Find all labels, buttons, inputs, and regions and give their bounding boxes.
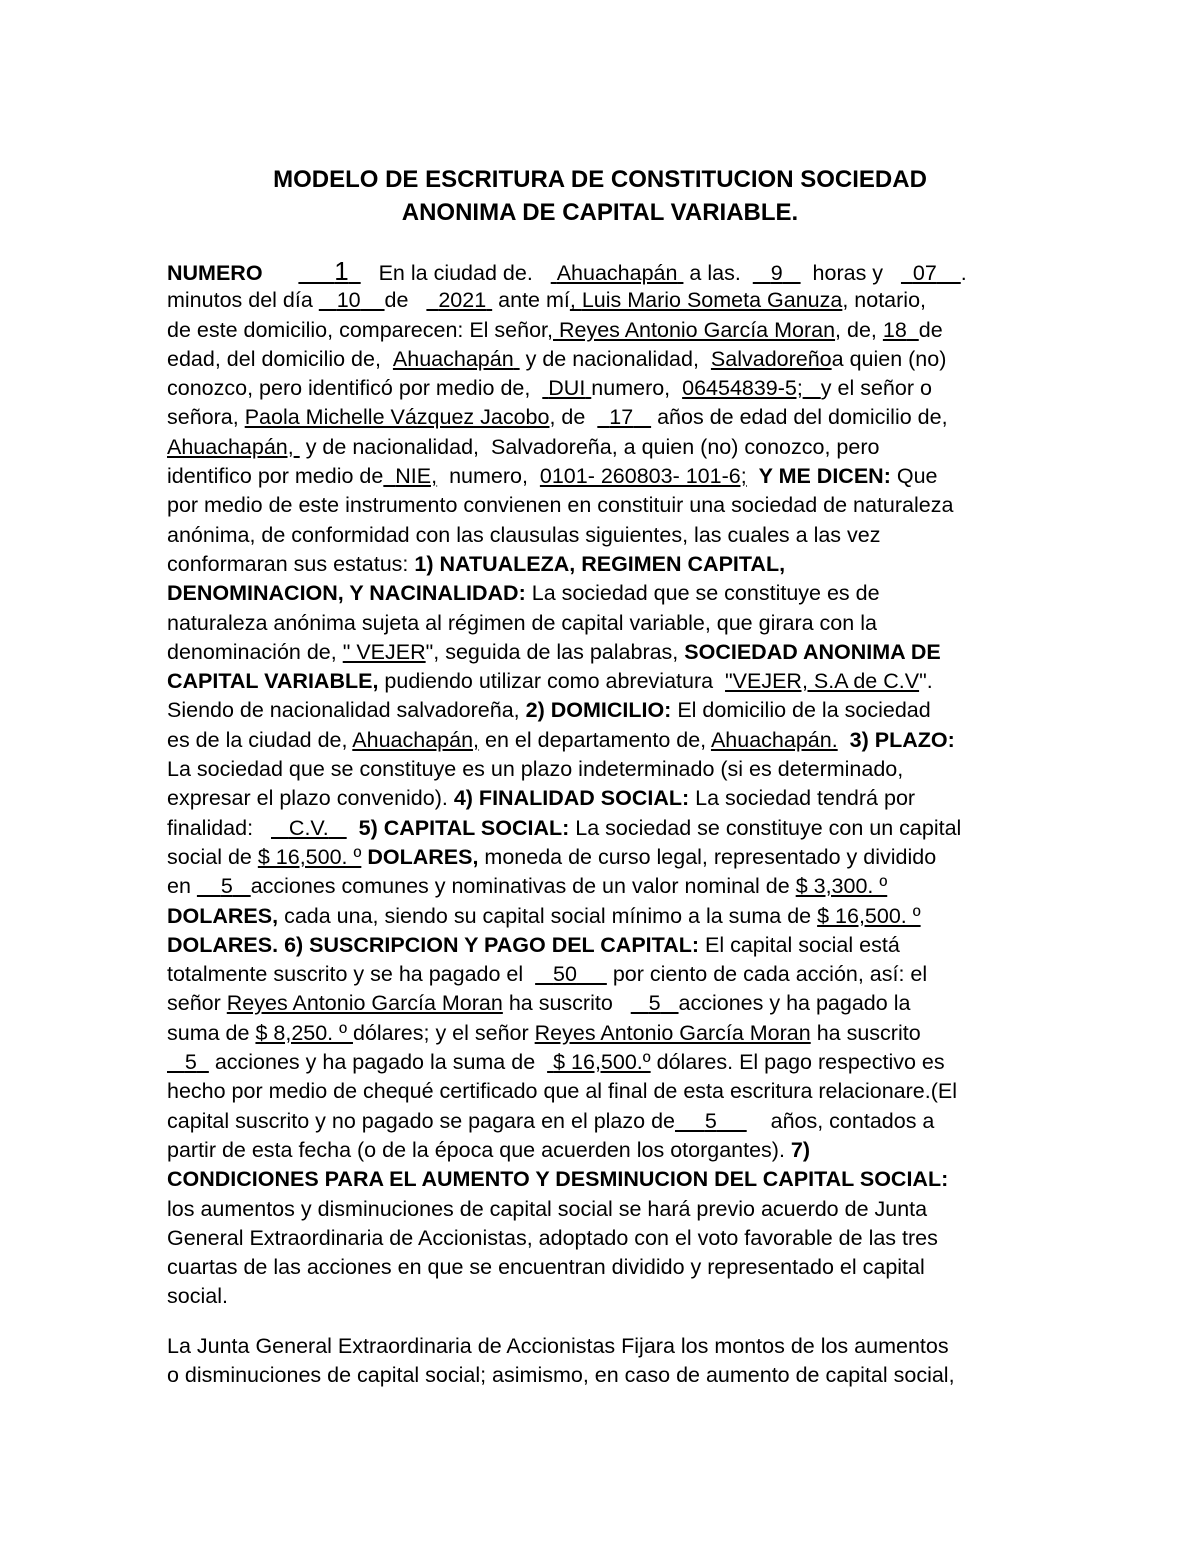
- field-anio: 2021: [438, 288, 487, 313]
- text-line: cuartas de las acciones en que se encuentran dividido y representado el capital: [167, 1255, 925, 1280]
- field-nacionalidad2: Salvadoreña: [490, 434, 612, 459]
- field-capital-social: $ 16,500. º: [257, 844, 362, 869]
- field-capital-minimo: $ 16,500. º: [817, 903, 921, 928]
- text-line: señora, Paola Michelle Vázquez Jacobo, de 17 años de edad del domicilio de,: [167, 405, 948, 430]
- text-line: por medio de este instrumento convienen en constituir una sociedad de naturaleza: [167, 493, 954, 518]
- text-line: naturaleza anónima sujeta al régimen de capital variable, que girara con la: [167, 610, 877, 635]
- field-domicilio1: Ahuachapán: [392, 346, 514, 371]
- field-compareciente2: Paola Michelle Vázquez Jacobo: [244, 405, 550, 430]
- text-line: General Extraordinaria de Accionistas, adoptado con el voto favorable de las tres: [167, 1225, 938, 1250]
- field-domicilio2: Ahuachapán,: [167, 434, 294, 459]
- field-plazo: 5: [704, 1108, 717, 1133]
- field-documento2: NIE,: [395, 464, 438, 489]
- text-line: La sociedad que se constituye es un plazo indeterminado (si es determinado,: [167, 757, 904, 782]
- field-departamento: Ahuachapán.: [710, 727, 838, 752]
- text-line: hecho por medio de chequé certificado que al final de esta escritura relacionare.(El: [167, 1079, 957, 1104]
- text-line: minutos del día 10 de 2021 ante mí, Luis Mario Someta Ganuza, notario,: [167, 288, 927, 313]
- text-line: La Junta General Extraordinaria de Accionistas Fijara los montos de los aumentos: [167, 1333, 949, 1358]
- field-documento1: DUI: [548, 376, 586, 401]
- document-body: [167, 257, 1047, 1390]
- field-notario: , Luis Mario Someta Ganuza: [569, 288, 843, 313]
- text-line: los aumentos y disminuciones de capital social se hará previo acuerdo de Junta: [167, 1196, 928, 1221]
- text-line: conozco, pero identificó por medio de, DUI numero, 06454839-5; y el señor o: [167, 376, 932, 401]
- text-line: capital suscrito y no pagado se pagara en el plazo de 5 años, contados a: [167, 1108, 935, 1133]
- paragraph-gap: [167, 1312, 1047, 1332]
- text-line: denominación de, " VEJER", seguida de las palabras, SOCIEDAD ANONIMA DE: [167, 639, 941, 664]
- numero-label: NUMERO: [167, 261, 263, 285]
- field-domicilio-sociedad: Ahuachapán,: [352, 727, 480, 752]
- text-line: edad, del domicilio de, Ahuachapán y de nacionalidad, Salvadoreñoa quien (no): [167, 346, 947, 371]
- text-line: finalidad: C.V. 5) CAPITAL SOCIAL: La sociedad se constituye con un capital: [167, 815, 962, 840]
- text-line: de este domicilio, comparecen: El señor, Reyes Antonio García Moran, de, 18 de: [167, 317, 943, 342]
- document-title: [0, 163, 1200, 229]
- field-socio1: Reyes Antonio García Moran: [226, 991, 503, 1016]
- text-line: partir de esta fecha (o de la época que acuerden los otorgantes). 7): [167, 1137, 811, 1162]
- text-line: Siendo de nacionalidad salvadoreña, 2) DOMICILIO: El domicilio de la sociedad: [167, 698, 931, 723]
- field-numdoc2: 0101- 260803- 101-6;: [539, 464, 747, 489]
- field-ciudad: Ahuachapán: [556, 261, 678, 285]
- field-numero: 1: [334, 256, 349, 286]
- field-socio1-pagado: $ 8,250. º: [255, 1020, 347, 1045]
- field-abreviatura: "VEJER, S.A de C.V: [725, 669, 920, 694]
- text-line: suma de $ 8,250. º dólares; y el señor Reyes Antonio García Moran ha suscrito: [167, 1020, 921, 1045]
- text-line: es de la ciudad de, Ahuachapán, en el departamento de, Ahuachapán. 3) PLAZO:: [167, 727, 955, 752]
- field-numero-acciones: 5: [220, 874, 233, 899]
- text-line: señor Reyes Antonio García Moran ha suscrito 5 acciones y ha pagado la: [167, 991, 911, 1016]
- field-socio2-pagado: $ 16,500.º: [553, 1050, 651, 1075]
- field-minutos: 07: [912, 261, 937, 285]
- text-line: Ahuachapán, y de nacionalidad, Salvadoreña, a quien (no) conozco, pero: [167, 434, 880, 459]
- text-line: anónima, de conformidad con las clausulas siguientes, las cuales a las vez: [167, 522, 881, 547]
- field-edad2: 17: [609, 405, 634, 430]
- text-line: totalmente suscrito y se ha pagado el 50 por ciento de cada acción, así: el: [167, 962, 928, 987]
- field-finalidad: C.V.: [288, 815, 329, 840]
- field-numdoc1: 06454839-5;: [682, 376, 803, 401]
- field-edad1: 18: [882, 317, 907, 342]
- text-line: social.: [167, 1284, 228, 1309]
- field-hora: 9: [770, 261, 783, 285]
- text-line: DOLARES. 6) SUSCRIPCION Y PAGO DEL CAPITAL: El capital social está: [167, 932, 900, 957]
- text-line: expresar el plazo convenido). 4) FINALIDAD SOCIAL: La sociedad tendrá por: [167, 786, 916, 811]
- text-line: 5 acciones y ha pagado la suma de $ 16,500.º dólares. El pago respectivo es: [167, 1048, 1047, 1077]
- field-socio2-acciones: 5: [184, 1050, 197, 1075]
- field-socio2: Reyes Antonio García Moran: [534, 1020, 811, 1045]
- field-dia: 10: [336, 288, 361, 313]
- text-line: CONDICIONES PARA EL AUMENTO Y DESMINUCION DEL CAPITAL SOCIAL:: [167, 1167, 949, 1192]
- text-line: CAPITAL VARIABLE, pudiendo utilizar como abreviatura "VEJER, S.A de C.V".: [167, 669, 933, 694]
- title-line-2: ANONIMA DE CAPITAL VARIABLE.: [401, 199, 799, 226]
- text-line: DOLARES, cada una, siendo su capital social mínimo a la suma de $ 16,500. º: [167, 903, 921, 928]
- text-line: o disminuciones de capital social; asimismo, en caso de aumento de capital social,: [167, 1362, 955, 1387]
- field-porcentaje: 50: [553, 962, 577, 987]
- field-valor-nominal: $ 3,300. º: [795, 874, 888, 899]
- field-denominacion: " VEJER: [342, 639, 426, 664]
- text-line: identifico por medio de NIE, numero, 0101- 260803- 101-6; Y ME DICEN: Que: [167, 464, 938, 489]
- text-line: DENOMINACION, Y NACINALIDAD: La sociedad que se constituye es de: [167, 581, 880, 606]
- title-line-1: MODELO DE ESCRITURA DE CONSTITUCION SOCIEDAD: [273, 166, 927, 193]
- field-socio1-acciones: 5: [648, 991, 661, 1016]
- text-line: social de $ 16,500. º DOLARES, moneda de curso legal, representado y dividido: [167, 844, 937, 869]
- text-line: conformaran sus estatus: 1) NATUALEZA, REGIMEN CAPITAL,: [167, 551, 786, 576]
- field-compareciente1: , Reyes Antonio García Moran: [547, 317, 836, 342]
- text-line: NUMERO 1 En la ciudad de. Ahuachapán a las. 9 horas y 07 .: [167, 256, 967, 286]
- text-line: en 5 acciones comunes y nominativas de un valor nominal de $ 3,300. º: [167, 874, 888, 899]
- field-nacionalidad1: Salvadoreño: [710, 346, 832, 371]
